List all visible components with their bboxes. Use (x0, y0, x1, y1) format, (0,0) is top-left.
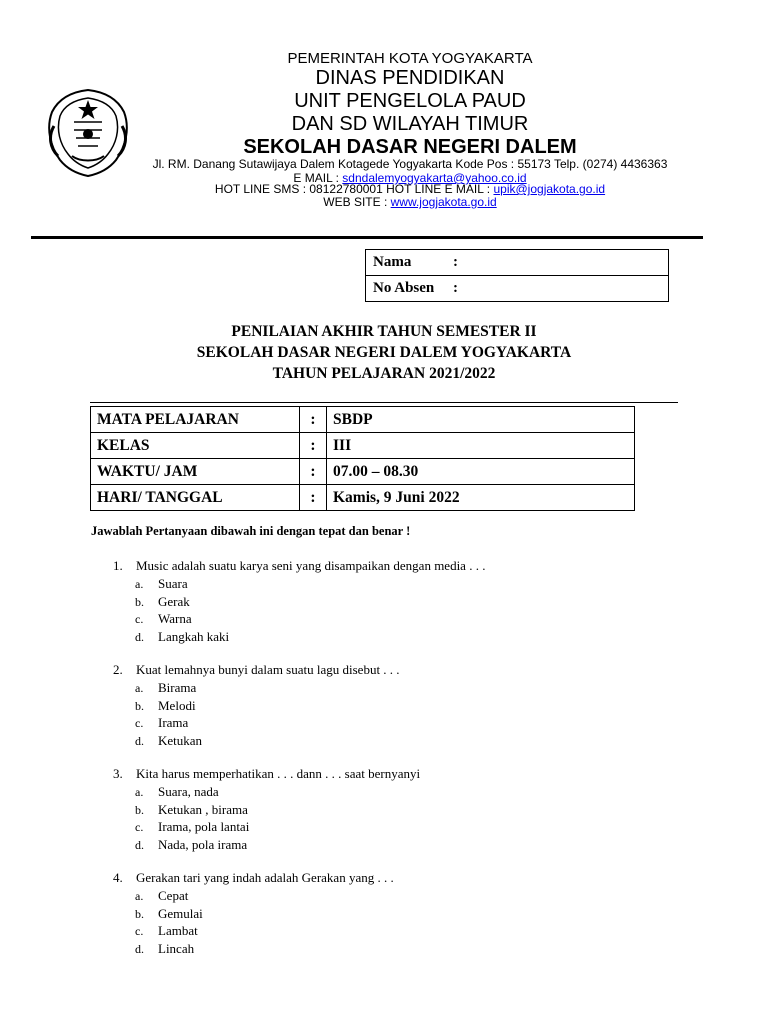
question-line (113, 557, 713, 575)
instruction-text: Jawablah Pertanyaan dibawah ini dengan tepat dan benar ! (91, 524, 411, 538)
option-letter: c. (135, 820, 144, 834)
option-text: Gerak (158, 593, 190, 609)
info-row-time (91, 459, 635, 485)
option-text: Irama (158, 715, 189, 730)
option-b (113, 697, 713, 715)
option-letter: c. (135, 612, 144, 626)
info-value: III (327, 433, 635, 459)
school-address: Jl. RM. Danang Sutawijaya Dalem Kotagede Yogyakarta Kode Pos : 55173 Telp. (0274) 4436363 (152, 157, 668, 171)
info-label: HARI/ TANGGAL (91, 485, 300, 511)
name-row (366, 250, 669, 276)
exam-title: PENILAIAN AKHIR TAHUN SEMESTER II (231, 323, 537, 340)
question-text: Music adalah suatu karya seni yang disampaikan dengan media . . . (136, 558, 486, 573)
website-label: WEB SITE : (323, 195, 391, 209)
question-2 (113, 661, 713, 749)
letterhead-line4: DAN SD WILAYAH TIMUR (291, 113, 529, 135)
letterhead-divider (31, 236, 703, 239)
option-letter: b. (135, 698, 144, 713)
option-c (113, 818, 713, 836)
info-value: Kamis, 9 Juni 2022 (327, 485, 635, 511)
city-emblem-logo (44, 86, 132, 178)
email-label: E MAIL : (293, 171, 343, 185)
letterhead-line3: UNIT PENGELOLA PAUD (294, 90, 526, 112)
school-name: SEKOLAH DASAR NEGERI DALEM (243, 136, 577, 158)
question-number: 3. (113, 766, 123, 781)
absen-row (366, 276, 669, 302)
option-text: Cepat (158, 888, 189, 903)
hotline-line (150, 182, 670, 196)
absen-label: No Absen (373, 280, 435, 296)
option-a (113, 887, 713, 905)
option-text: Ketukan (158, 732, 203, 748)
option-c (113, 610, 713, 628)
option-d (113, 940, 713, 958)
option-letter: a. (135, 785, 144, 799)
option-d (113, 836, 713, 854)
question-line (113, 869, 713, 887)
option-a (113, 679, 713, 697)
question-number: 2. (113, 662, 123, 677)
name-colon: : (453, 254, 458, 270)
option-b (113, 593, 713, 611)
option-letter: a. (135, 889, 144, 903)
info-colon: : (300, 459, 327, 485)
absen-cell (366, 276, 669, 302)
hotline-email-link[interactable]: upik@jogjakota.go.id (493, 182, 606, 196)
question-1 (113, 557, 713, 645)
student-identity-box (365, 249, 669, 302)
name-label: Nama (373, 254, 412, 270)
letterhead-line1: PEMERINTAH KOTA YOGYAKARTA (287, 50, 533, 67)
question-line (113, 765, 713, 783)
option-letter: d. (135, 733, 144, 748)
option-letter: a. (135, 577, 144, 591)
option-text: Nada, pola irama (158, 836, 248, 852)
email-link[interactable]: sdndalemyogyakarta@yahoo.co.id (342, 171, 527, 185)
option-text: Warna (158, 611, 192, 626)
question-4 (113, 869, 713, 957)
option-letter: b. (135, 594, 144, 609)
option-letter: d. (135, 837, 144, 852)
option-letter: d. (135, 941, 144, 956)
option-letter: b. (135, 802, 144, 817)
question-text: Gerakan tari yang indah adalah Gerakan yang . . . (136, 870, 394, 885)
exam-school: SEKOLAH DASAR NEGERI DALEM YOGYAKARTA (196, 344, 572, 361)
option-text: Gemulai (158, 905, 203, 921)
info-colon: : (300, 407, 327, 433)
info-value: 07.00 – 08.30 (327, 459, 635, 485)
exam-year: TAHUN PELAJARAN 2021/2022 (272, 365, 496, 382)
option-text: Lambat (158, 923, 198, 938)
option-letter: a. (135, 681, 144, 695)
question-number: 1. (113, 558, 123, 573)
absen-colon: : (453, 280, 458, 296)
option-b (113, 801, 713, 819)
option-c (113, 714, 713, 732)
option-text: Suara (158, 576, 188, 591)
option-text: Suara, nada (158, 784, 219, 799)
option-text: Langkah kaki (158, 628, 230, 644)
option-a (113, 783, 713, 801)
option-letter: c. (135, 716, 144, 730)
option-d (113, 732, 713, 750)
option-a (113, 575, 713, 593)
name-cell (366, 250, 669, 276)
info-label: WAKTU/ JAM (91, 459, 300, 485)
title-divider (90, 402, 678, 403)
website-line (150, 195, 670, 209)
hotline-label: HOT LINE SMS : 08122780001 HOT LINE E MAIL : (214, 182, 494, 196)
option-c (113, 922, 713, 940)
info-colon: : (300, 433, 327, 459)
option-text: Irama, pola lantai (158, 819, 250, 834)
option-letter: b. (135, 906, 144, 921)
option-text: Ketukan , birama (158, 801, 248, 817)
info-value: SBDP (327, 407, 635, 433)
question-text: Kita harus memperhatikan . . . dann . . . saat bernyanyi (136, 766, 421, 781)
question-3 (113, 765, 713, 853)
option-text: Melodi (158, 697, 196, 713)
info-row-subject (91, 407, 635, 433)
option-text: Birama (158, 680, 197, 695)
question-text: Kuat lemahnya bunyi dalam suatu lagu disebut . . . (136, 662, 400, 677)
question-line (113, 661, 713, 679)
option-letter: c. (135, 924, 144, 938)
letterhead-line2: DINAS PENDIDIKAN (315, 67, 505, 89)
website-link[interactable]: www.jogjakota.go.id (390, 195, 497, 209)
info-row-date (91, 485, 635, 511)
info-label: MATA PELAJARAN (91, 407, 300, 433)
option-text: Lincah (158, 940, 195, 956)
option-b (113, 905, 713, 923)
exam-info-table (90, 406, 635, 511)
option-letter: d. (135, 629, 144, 644)
question-number: 4. (113, 870, 123, 885)
option-d (113, 628, 713, 646)
info-row-class (91, 433, 635, 459)
info-colon: : (300, 485, 327, 511)
info-label: KELAS (91, 433, 300, 459)
